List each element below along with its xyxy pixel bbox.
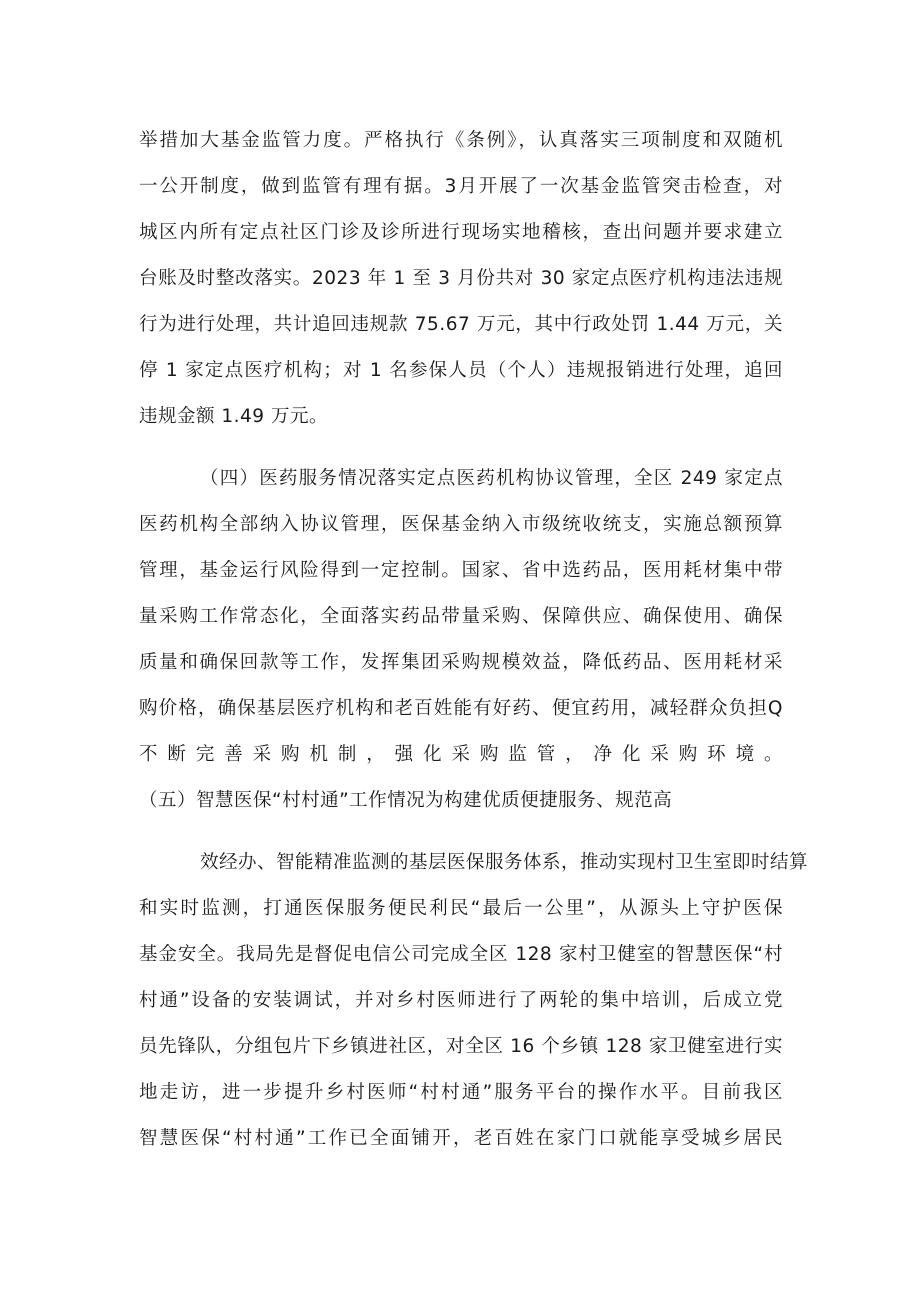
paragraph-line <box>139 1170 783 1200</box>
paragraph-line: 员先锋队，分组包片下乡镇进社区，对全区 16 个乡镇 128 家卫健室进行实 <box>139 1036 783 1057</box>
paragraph-line: 一公开制度，做到监管有理有据。3月开展了一次基金监管突击检查，对 <box>139 176 783 197</box>
paragraph-line: 违规金额 1.49 万元。 <box>139 406 328 427</box>
paragraph-line: 举措加大基金监管力度。严格执行《条例》，认真落实三项制度和双随机 <box>139 130 783 151</box>
paragraph-line: 城区内所有定点社区门诊及诊所进行现场实地稽核，查出问题并要求建立 <box>139 222 783 243</box>
paragraph-line: 量采购工作常态化，全面落实药品带量采购、保障供应、确保使用、确保 <box>139 606 783 627</box>
paragraph-line: 购价格，确保基层医疗机构和老百姓能有好药、便宜药用，减轻群众负担Q <box>139 698 783 719</box>
paragraph-line: （五）智慧医保“村村通”工作情况为构建优质便捷服务、规范高 <box>139 790 673 811</box>
paragraph-line: 医药机构全部纳入协议管理，医保基金纳入市级统收统支，实施总额预算 <box>139 514 783 535</box>
paragraph-line: 行为进行处理，共计追回违规款 75.67 万元，其中行政处罚 1.44 万元，关 <box>139 314 783 335</box>
section-heading-line: 效经办、智能精准监测的基层医保服务体系，推动实现村卫生室即时结算 <box>200 852 809 873</box>
paragraph-line: 质量和确保回款等工作，发挥集团采购规模效益，降低药品、医用耗材采 <box>139 652 783 673</box>
paragraph-line: 智慧医保“村村通”工作已全面铺开，老百姓在家门口就能享受城乡居民 <box>139 1128 783 1149</box>
paragraph-line: 管理，基金运行风险得到一定控制。国家、省中选药品，医用耗材集中带 <box>139 560 783 581</box>
paragraph-line: 和实时监测，打通医保服务便民利民“最后一公里”，从源头上守护医保 <box>139 898 783 919</box>
paragraph-line: 不断完善采购机制，强化采购监管，净化采购环境。 <box>139 744 783 765</box>
paragraph-line: 台账及时整改落实。2023 年 1 至 3 月份共对 30 家定点医疗机构违法违规 <box>139 268 783 289</box>
paragraph-line: 停 1 家定点医疗机构；对 1 名参保人员（个人）违规报销进行处理，追回 <box>139 360 783 381</box>
section-heading-line: （四）医药服务情况落实定点医药机构协议管理，全区 249 家定点 <box>200 468 783 489</box>
paragraph-line: 地走访，进一步提升乡村医师“村村通”服务平台的操作水平。目前我区 <box>139 1082 783 1103</box>
paragraph-line: 基金安全。我局先是督促电信公司完成全区 128 家村卫健室的智慧医保“村 <box>139 944 783 965</box>
paragraph-line: 村通”设备的安装调试，并对乡村医师进行了两轮的集中培训，后成立党 <box>139 990 783 1011</box>
